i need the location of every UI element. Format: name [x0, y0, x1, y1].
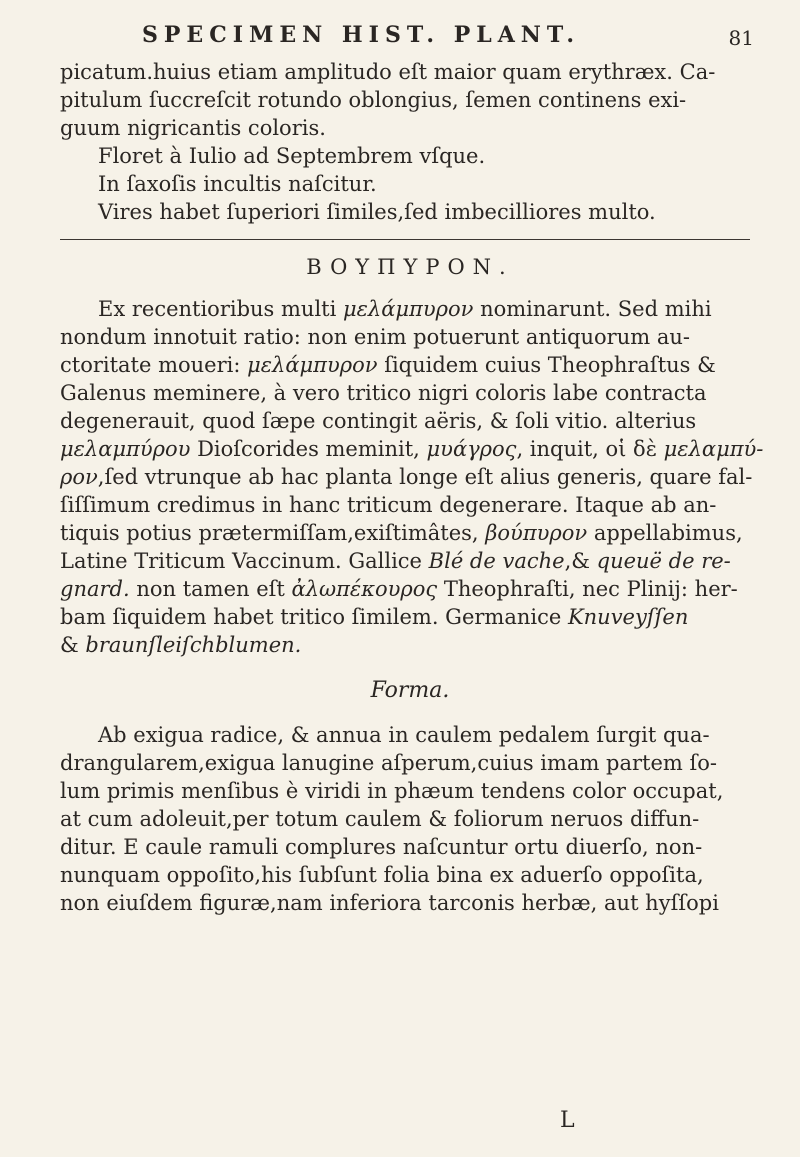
text-line	[60, 435, 764, 463]
text-line: Ab exigua radice, & annua in caulem pedalem ſurgit qua-	[98, 723, 710, 747]
text-segment: appellabimus,	[587, 521, 743, 545]
greek-term: μυάγρος	[426, 437, 517, 461]
text-segment: &	[60, 633, 86, 657]
text-segment: Dioſcorides meminit,	[190, 437, 427, 461]
text-line	[60, 631, 760, 659]
text-segment: bam ſiquidem habet tritico ſimilem. Germanice	[60, 605, 568, 629]
text-segment: ſiquidem cuius Theophraſtus &	[377, 353, 716, 377]
habitat-line: In ſaxoſis incultis naſcitur.	[98, 172, 377, 196]
text-line	[60, 603, 760, 631]
text-segment: Ex recentioribus multi	[98, 297, 343, 321]
italic-term: Knuveyſſen	[567, 605, 689, 629]
running-head: SPECIMEN HIST. PLANT.	[142, 22, 581, 48]
text-line: lum primis menſibus è viridi in phæum tendens color occupat,	[60, 779, 724, 803]
text-line: picatum.huius etiam amplitudo eſt maior quam erythræx. Ca-	[60, 60, 716, 84]
greek-term: μελάμπυρον	[247, 353, 378, 377]
text-segment: Galenus meminere, à vero tritico nigri coloris labe contracta	[60, 381, 707, 405]
text-line	[60, 463, 760, 491]
page-body	[60, 58, 764, 917]
text-line	[60, 295, 760, 323]
greek-term: μελάμπυρον	[343, 297, 474, 321]
signature-mark: L	[560, 1108, 575, 1133]
text-line: drangularem,exigua lanugine aſperum,cuius imam partem ſo-	[60, 751, 718, 775]
text-segment: degenerauit, quod ſæpe contingit aëris, & ſoli vitio. alterius	[60, 409, 697, 433]
greek-term: βούπυρον	[485, 521, 588, 545]
text-segment: nominarunt. Sed mihi	[473, 297, 712, 321]
text-segment: Latine Triticum Vaccinum. Gallice	[60, 549, 429, 573]
text-segment: non tamen eſt	[129, 577, 292, 601]
greek-term: ρον	[60, 465, 98, 489]
italic-term: braunſleiſchblumen.	[85, 633, 302, 657]
text-line: nunquam oppoſito,his ſubſunt folia bina ex aduerſo oppoſita,	[60, 863, 704, 887]
text-segment: nondum innotuit ratio: non enim potuerunt antiquorum au-	[60, 325, 690, 349]
text-line	[60, 323, 760, 351]
text-line	[60, 379, 760, 407]
page-header	[60, 22, 760, 58]
text-line	[60, 519, 760, 547]
text-segment: ſiſſimum credimus in hanc triticum degenerare. Itaque ab an-	[60, 493, 717, 517]
greek-term: ἀλωπέκουρος	[291, 577, 438, 601]
text-line	[60, 491, 760, 519]
text-segment: , inquit, οἱ δὲ	[516, 437, 664, 461]
flowering-line: Floret à Iulio ad Septembrem vſque.	[98, 144, 486, 168]
italic-term: queuë de re-	[596, 549, 731, 573]
text-line: at cum adoleuit,per totum caulem & foliorum neruos diffun-	[60, 807, 700, 831]
intro-paragraph	[60, 58, 760, 142]
text-line: ditur. E caule ramuli complures naſcuntur ortu diuerſo, non-	[60, 835, 703, 859]
text-segment: Theophraſti, nec Plinij: her-	[437, 577, 738, 601]
text-line	[60, 407, 760, 435]
section-rule	[60, 239, 750, 240]
text-segment: ,ſed vtrunque ab hac planta longe eſt alius generis, quare fal-	[97, 465, 753, 489]
description-paragraph	[60, 721, 760, 917]
greek-term: μελαμπύ-	[663, 437, 764, 461]
greek-term: μελαμπύρου	[60, 437, 191, 461]
italic-term: Blé de vache	[428, 549, 565, 573]
text-segment: tiquis potius prætermiſſam,exiſtimâtes,	[60, 521, 486, 545]
page-number: 81	[728, 26, 754, 50]
text-segment: ,&	[564, 549, 597, 573]
text-line	[60, 547, 760, 575]
text-line	[60, 575, 760, 603]
nomenclature-paragraph	[60, 295, 764, 659]
italic-term: gnard.	[60, 577, 130, 601]
text-line: guum nigricantis coloris.	[60, 116, 326, 140]
text-line	[60, 351, 760, 379]
text-line: non eiuſdem figuræ,nam inferiora tarconis herbæ, aut hyſſopi	[60, 891, 719, 915]
text-segment: ctoritate moueri:	[60, 353, 248, 377]
virtues-line: Vires habet ſuperiori ſimiles,ſed imbecilliores multo.	[98, 200, 656, 224]
forma-heading: Forma.	[370, 678, 450, 703]
text-line: pitulum ſuccreſcit rotundo oblongius, ſemen continens exi-	[60, 88, 687, 112]
section-heading: BOΥΠΥΡΟΝ.	[306, 255, 514, 279]
